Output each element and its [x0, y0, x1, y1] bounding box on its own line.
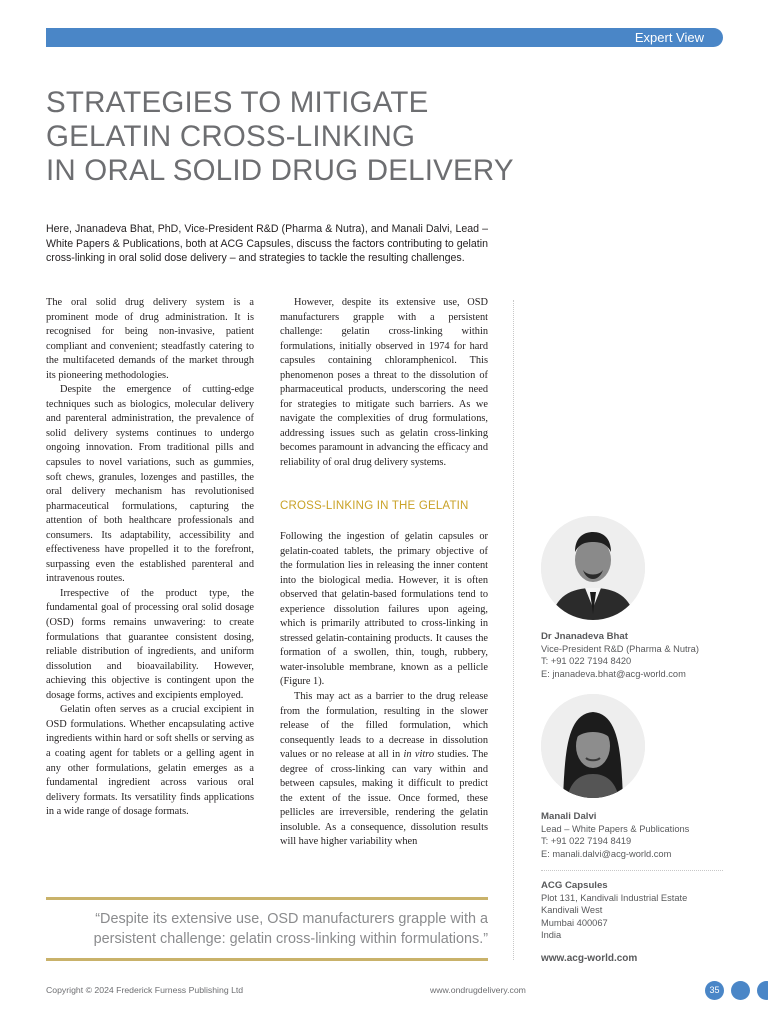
title-line-3: IN ORAL SOLID DRUG DELIVERY	[46, 154, 514, 187]
quote-rule-top	[46, 897, 488, 900]
author-role: Vice-President R&D (Pharma & Nutra)	[541, 644, 699, 655]
company-name: ACG Capsules	[541, 880, 608, 891]
author-card-dalvi	[541, 811, 689, 860]
company-website-link[interactable]: www.acg-world.com	[541, 953, 638, 964]
body-column-2-top	[280, 296, 488, 471]
paragraph: This may act as a barrier to the drug release from the formulation, resulting in the slower release of the filled formulation, which consequently leads to a decrease in dissolution values or no release at all in in vitro studies. The degree of cross-linking can vary within and between capsules, making it difficult to predict the extent of the issue. Once formed, these pellicles are irreversible, rendering the gelatin insoluble. As a consequence, dissolution results will have higher variability when	[280, 691, 488, 848]
address-line: Plot 131, Kandivali Industrial Estate	[541, 893, 688, 904]
paragraph: However, despite its extensive use, OSD manufacturers grapple with a persistent challenge: gelatin cross-linking within formulations, initially observed in 1974 for hard capsules containing chloramphenicol. This phenomenon poses a threat to the dissolution of pharmaceutical products, underscoring the need for strategies to mitigate such barriers. As we navigate the complexities of drug formulations, addressing issues such as gelatin cross-linking becomes paramount in advancing the efficacy and reliability of oral drug delivery systems.	[280, 297, 488, 469]
article-title	[46, 86, 666, 188]
author-name: Dr Jnanadeva Bhat	[541, 631, 628, 642]
footer-dot-decoration	[757, 981, 768, 1000]
author-phone: T: +91 022 7194 8419	[541, 836, 632, 847]
paragraph: Following the ingestion of gelatin capsules or gelatin-coated tablets, the primary objective of the formulation lies in releasing the inner content into the biological media. However, it is often observed that gelatin-based formulations tend to experience dissolution failures upon ageing, which is primarily attributed to cross-linking in stressed gelatin-containing products. It causes the formation of a swollen, thin, tough, rubbery, water-insoluble membrane, known as a pellicle (Figure 1).	[280, 531, 488, 688]
paragraph: Gelatin often serves as a crucial excipient in OSD formulations. Whether encapsulating active ingredients within hard or soft shells or serving as a coating agent for tablets or a gelling agent in any other formulations, gelatin emerges as a fundamental ingredient across various oral delivery formats. Its versatility finds applications in a wide range of dosage formats.	[46, 704, 254, 818]
author-name: Manali Dalvi	[541, 811, 597, 822]
author-phone: T: +91 022 7194 8420	[541, 656, 632, 667]
paragraph: The oral solid drug delivery system is a prominent mode of drug administration. It is recognised for being non-invasive, patient compliant and convenient; steadfastly catering to the multifaceted demands of the market through its pioneering methodologies.	[46, 297, 254, 381]
author-card-bhat	[541, 631, 699, 680]
address-line: Kandivali West	[541, 905, 603, 916]
quote-rule-bottom	[46, 958, 488, 961]
pull-quote: “Despite its extensive use, OSD manufacturers grapple with a persistent challenge: gelatin cross-linking within formulations.”	[93, 911, 488, 947]
footer-copyright: Copyright © 2024 Frederick Furness Publishing Ltd	[46, 985, 244, 995]
company-address	[541, 880, 687, 941]
paragraph: Despite the emergence of cutting-edge techniques such as biologics, molecular delivery and parenteral administration, the prevalence of solid delivery systems continues to undergo ongoing innovation. From traditional pills and capsules to novel variations, such as gummies, soft chews, granules, lozenges and pastilles, the oral delivery mechanism has revolutionised pharmaceutical formulations, capturing the attention of both healthcare professionals and consumers. Its adaptability, accessibility and effectiveness have propelled it to the forefront, surpassing even the established parenteral and intravenous routes.	[46, 384, 254, 585]
author-email[interactable]: E: jnanadeva.bhat@acg-world.com	[541, 668, 686, 679]
paragraph: Irrespective of the product type, the fundamental goal of processing oral solid dosage (OSD) forms remains unwavering: to create formulations that guarantee consistent dosing, reliable distribution of ingredients, and uniform dissolution and bioavailability. However, achieving this objective is contingent upon the dosage forms, actives and excipients employed.	[46, 587, 254, 701]
section-subheading: CROSS-LINKING IN THE GELATIN	[280, 500, 469, 512]
author-email[interactable]: E: manali.dalvi@acg-world.com	[541, 848, 672, 859]
article-intro: Here, Jnanadeva Bhat, PhD, Vice-President R&D (Pharma & Nutra), and Manali Dalvi, Lead – White Papers & Publications, both at ACG Capsules, discuss the factors contributing to gelatin cross-linking in oral solid dose delivery – and strategies to tackle the resulting challenges.	[46, 223, 488, 264]
italic-term: in vitro	[403, 749, 435, 761]
sidebar-divider	[541, 870, 723, 871]
footer-website-link[interactable]: www.ondrugdelivery.com	[430, 985, 526, 995]
page-number: 35	[705, 981, 724, 1000]
author-photo-bhat	[541, 516, 645, 620]
address-line: India	[541, 929, 562, 940]
body-column-2-bottom	[280, 530, 488, 850]
address-line: Mumbai 400067	[541, 917, 608, 928]
section-header-bar	[46, 28, 723, 47]
footer-dot-decoration	[731, 981, 750, 1000]
title-line-1: STRATEGIES TO MITIGATE	[46, 86, 429, 119]
title-line-2: GELATIN CROSS-LINKING	[46, 120, 416, 153]
section-label: Expert View	[634, 30, 704, 45]
body-column-1	[46, 296, 254, 820]
author-photo-dalvi	[541, 694, 645, 798]
column-divider	[513, 300, 514, 960]
author-role: Lead – White Papers & Publications	[541, 824, 690, 835]
